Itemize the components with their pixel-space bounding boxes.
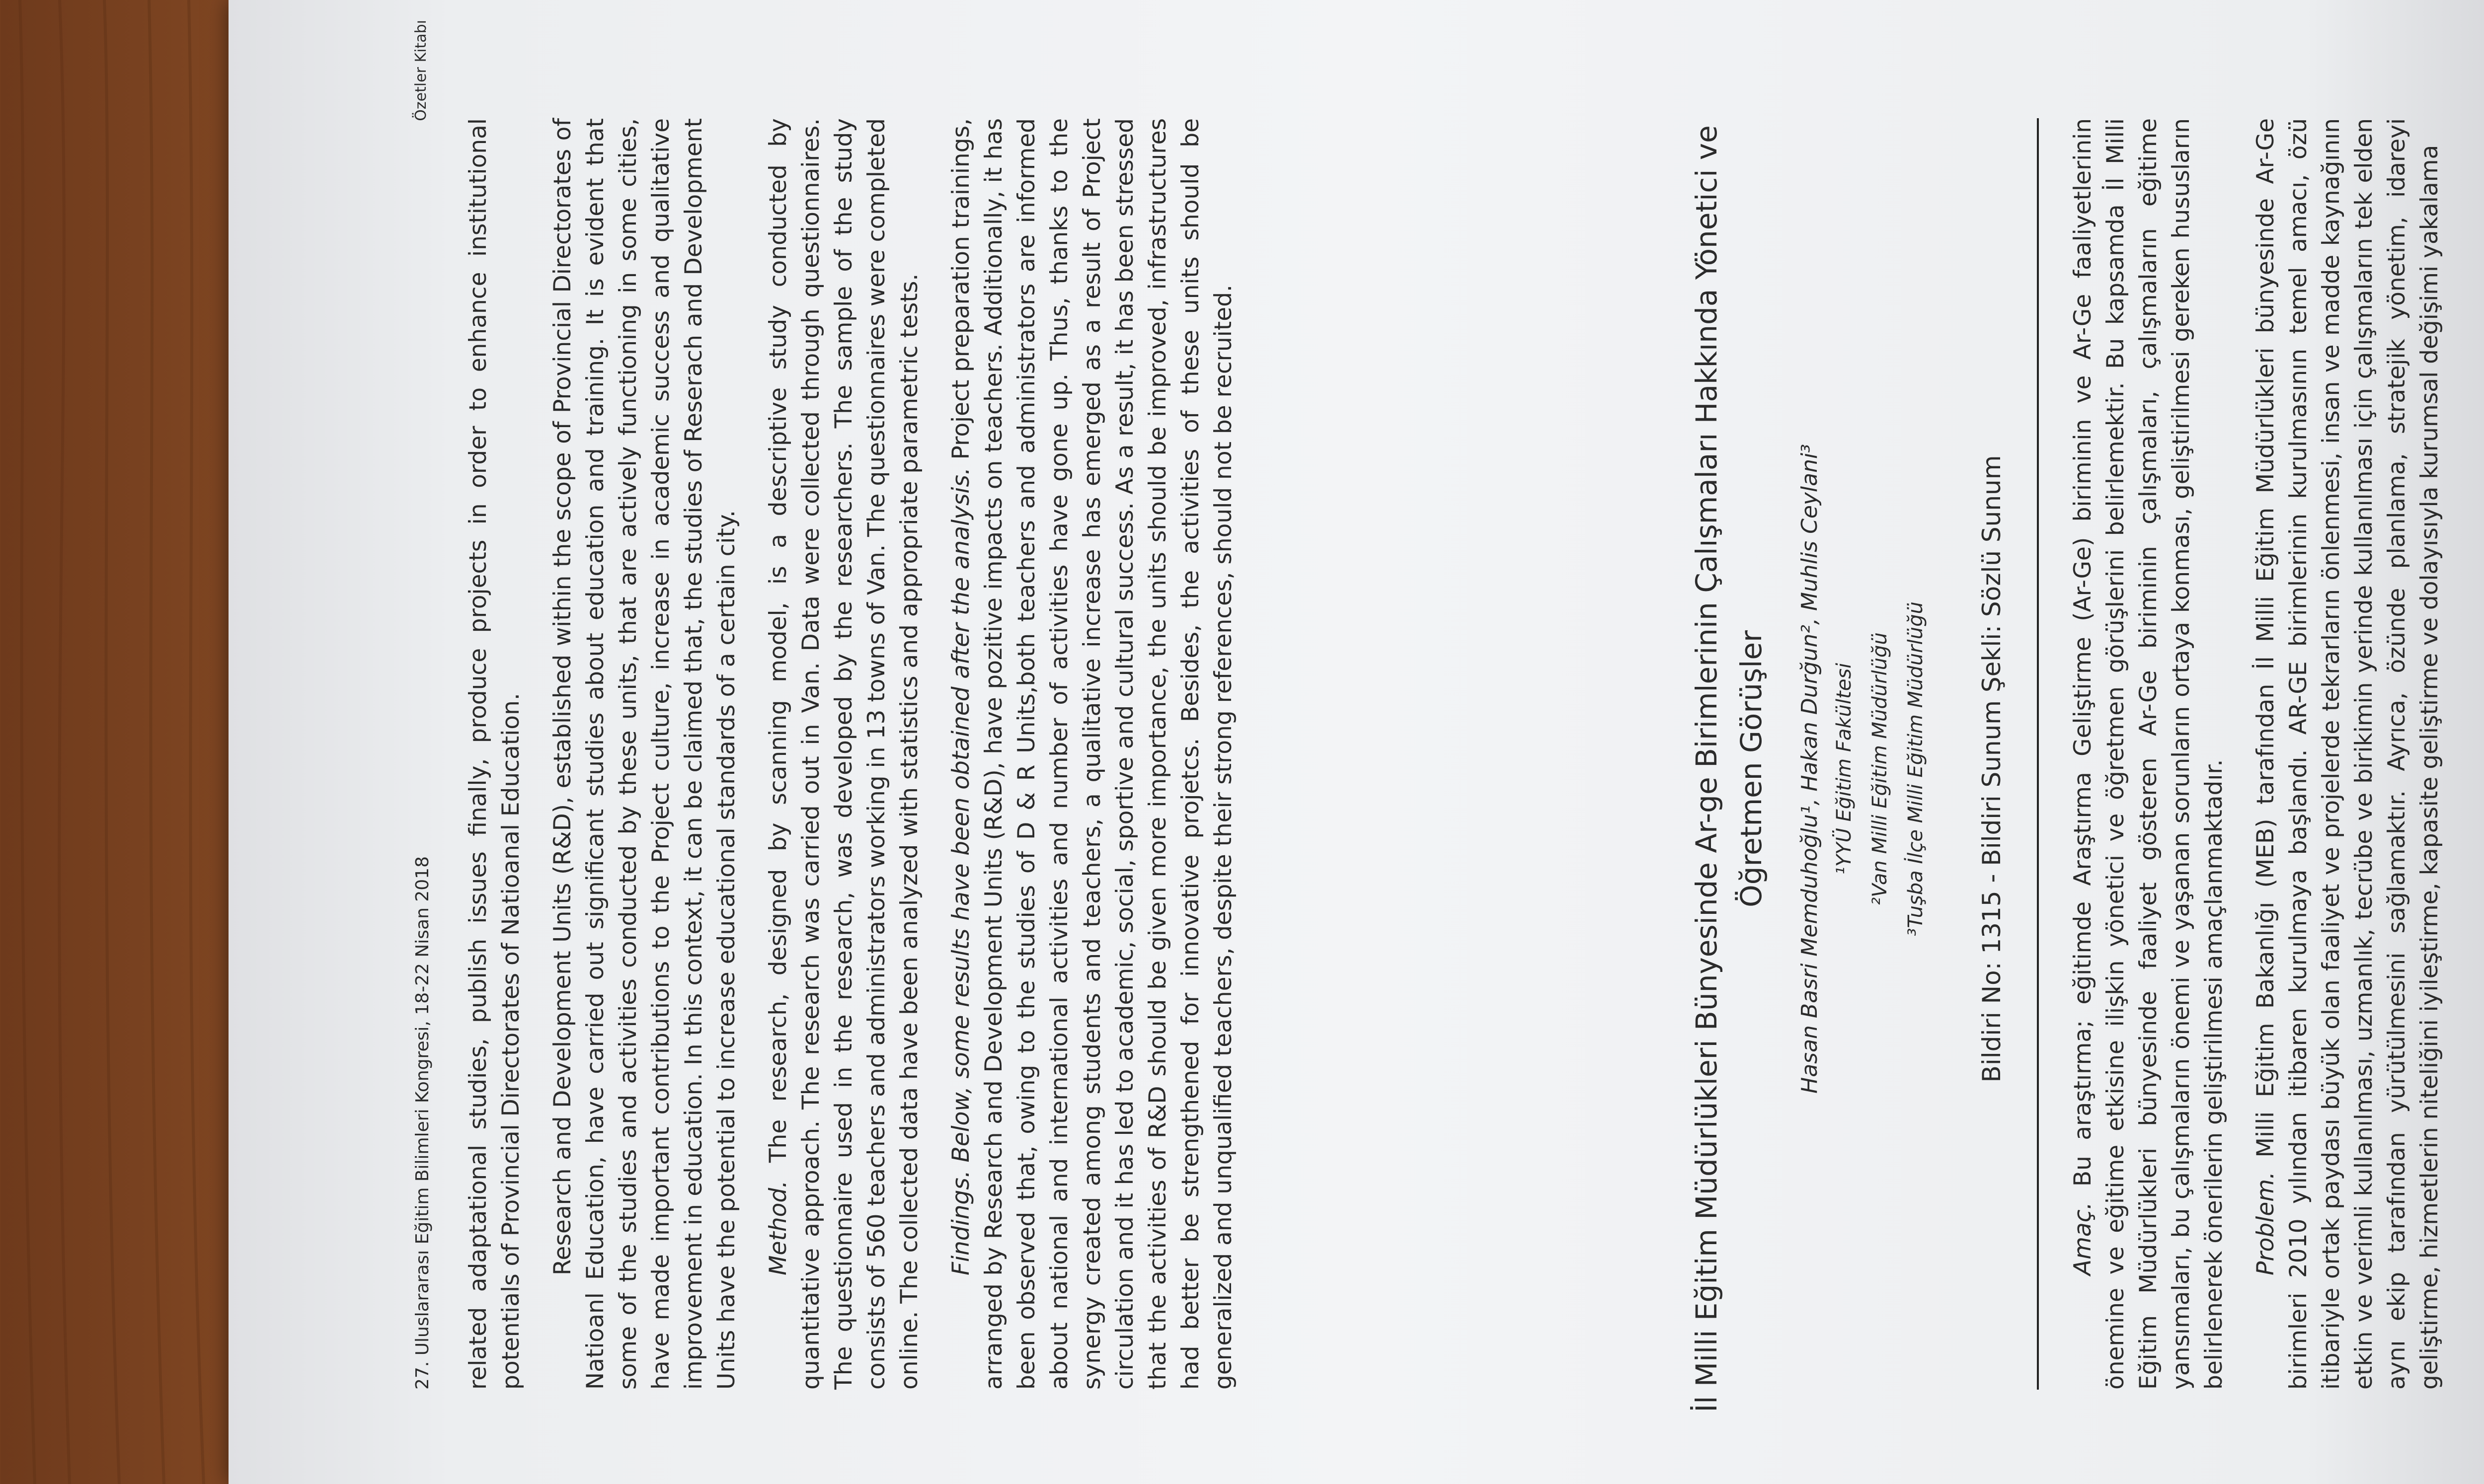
affiliation-2: ²Van Milli Eğitim Müdürlüğü: [1868, 632, 1891, 905]
author-block: [1793, 118, 1934, 1419]
method-label: Method.: [765, 1180, 792, 1275]
abstract-body: [2067, 118, 2465, 1390]
section-divider: [2037, 118, 2039, 1390]
paragraph-findings: [945, 118, 1240, 1390]
abstract-continued: [462, 118, 1259, 1390]
problem-text: Milli Eğitim Bakanlığı (MEB) tarafından İl Milli Eğitim Müdürlükleri bünyesinde Ar-Ge birimleri 2010 yılından itibaren kurulmaya başlandı. AR-GE birimlerinin kurulmasının temel amacı, özü itibariyle ortak paydası büyük olan faaliyet ve projelerde tekrarların önlenmesi, insan ve madde kaynağının etkin ve verimli kullanılması, uzmanlık, tecrübe ve birikimin yerinde kullanılması için çalışmaların tek elden aynı ekip tarafından yürütülmesini sağlamaktır. Ayrıca, özünde planlama, stratejik yönetim, idareyi geliştirme, hizmetlerin niteliğini iyileştirme, kapasite geliştirme ve dolayısıyla kurumsal değişimi yakalama: [2252, 118, 2443, 1390]
findings-label: Findings. Below, some results have been obtained after the analysis.: [947, 467, 975, 1275]
affiliation-1: ¹YYÜ Eğitim Fakültesi: [1833, 663, 1856, 875]
document-page: [229, 0, 2484, 1484]
paper-title: [1684, 118, 1774, 1419]
problem-label: Problem.: [2252, 1172, 2279, 1275]
paragraph-rd-units: Research and Development Units (R&D), established within the scope of Provincial Directorates of Natioanl Education, have carried out significant studies about education and training. It is evident that some of the studies and activities conducted by these units, that are actively functioning in some cities, have made important contributions to the Project culture, increase in academic success and qualitative improvement in education. In this context, it can be claimed that, the studies of Reserach and Development Units have the potential to increase educational standards of a certain city.: [549, 118, 740, 1390]
running-header-conference: 27. Uluslararası Eğitim Bilimleri Kongresi, 18-22 Nisan 2018: [412, 856, 433, 1390]
paragraph-continued: related adaptational studies, publish issues finally, produce projects in order to enhance institutional potentials of Provincial Directorates of Natioanal Education.: [465, 118, 525, 1390]
running-header-book: Özetler Kitabı: [412, 20, 430, 121]
paragraph-problem: [2250, 118, 2446, 1390]
method-text: The research, designed by scanning model, is a descriptive study conducted by quantitative approach. The research was carried out in Van. Data were collected through questionnaires. The questionnaire used in the research, was developed by the researchers. The sample of the study consists of 560 teachers and administrators working in 13 towns of Van. The questionnaires were completed online. The collected data have been analyzed with statistics and appropriate parametric tests.: [765, 118, 923, 1390]
findings-text: Project preparation trainings, arranged by Research and Development Units (R&D), have pozitive impacts on teachers. Additionally, it has been observed that, owing to the studies of D & R Units,both teachers and administrators are informed about national and international activities and number of activities have gone up. Thus, thanks to the synergy created among students and teachers, a qualitative increase has emerged as a result of Project circulation and it has led to academic, social, sportive and cultural success. As a result, it has been stressed that the activities of R&D should be given more importance, the units should be improved, infrastructures had better be strengthened for innovative projetcs. Besides, the activities of these units should be generalized and unqualified teachers, despite their strong references, should not be recruited.: [947, 118, 1237, 1390]
affiliation-3: ³Tuşba İlçe Milli Eğitim Müdürlüğü: [1904, 601, 1927, 936]
paragraph-amac: [2067, 118, 2231, 1390]
amac-text: Bu araştırma; eğitimde Araştırma Geliştirme (Ar-Ge) biriminin ve Ar-Ge faaliyetlerinin önemine ve eğitime etkisine ilişkin yönetici ve öğretmen görüşlerini belirlemektir. Bu kapsamda İl Milli Eğitim Müdürlükleri bünyesinde faaliyet gösteren Ar-Ge biriminin çalışmaları, çalışmaların eğitime yansımaları, bu çalışmaların önemi ve yaşanan sorunların ortaya konması, geliştirilmesi gereken hususların belirlenerek önerilerin geliştirilmesi amaçlanmaktadır.: [2069, 118, 2228, 1390]
author-list: Hasan Basri Memduhoğlu¹, Hakan Durğun², Muhlis Ceylani³: [1797, 444, 1822, 1094]
presentation-info: Bildiri No: 1315 - Bildiri Sunum Şekli: Sözlü Sunum: [1977, 455, 2006, 1083]
paper-title-line-1: İl Milli Eğitim Müdürlükleri Bünyesinde Ar-ge Birimlerinin Çalışmaları Hakkında Yönetici ve: [1690, 125, 1723, 1412]
amac-label: Amaç.: [2069, 1202, 2096, 1275]
paragraph-method: [762, 118, 926, 1390]
paper-title-line-2: Öğretmen Görüşler: [1734, 630, 1768, 907]
